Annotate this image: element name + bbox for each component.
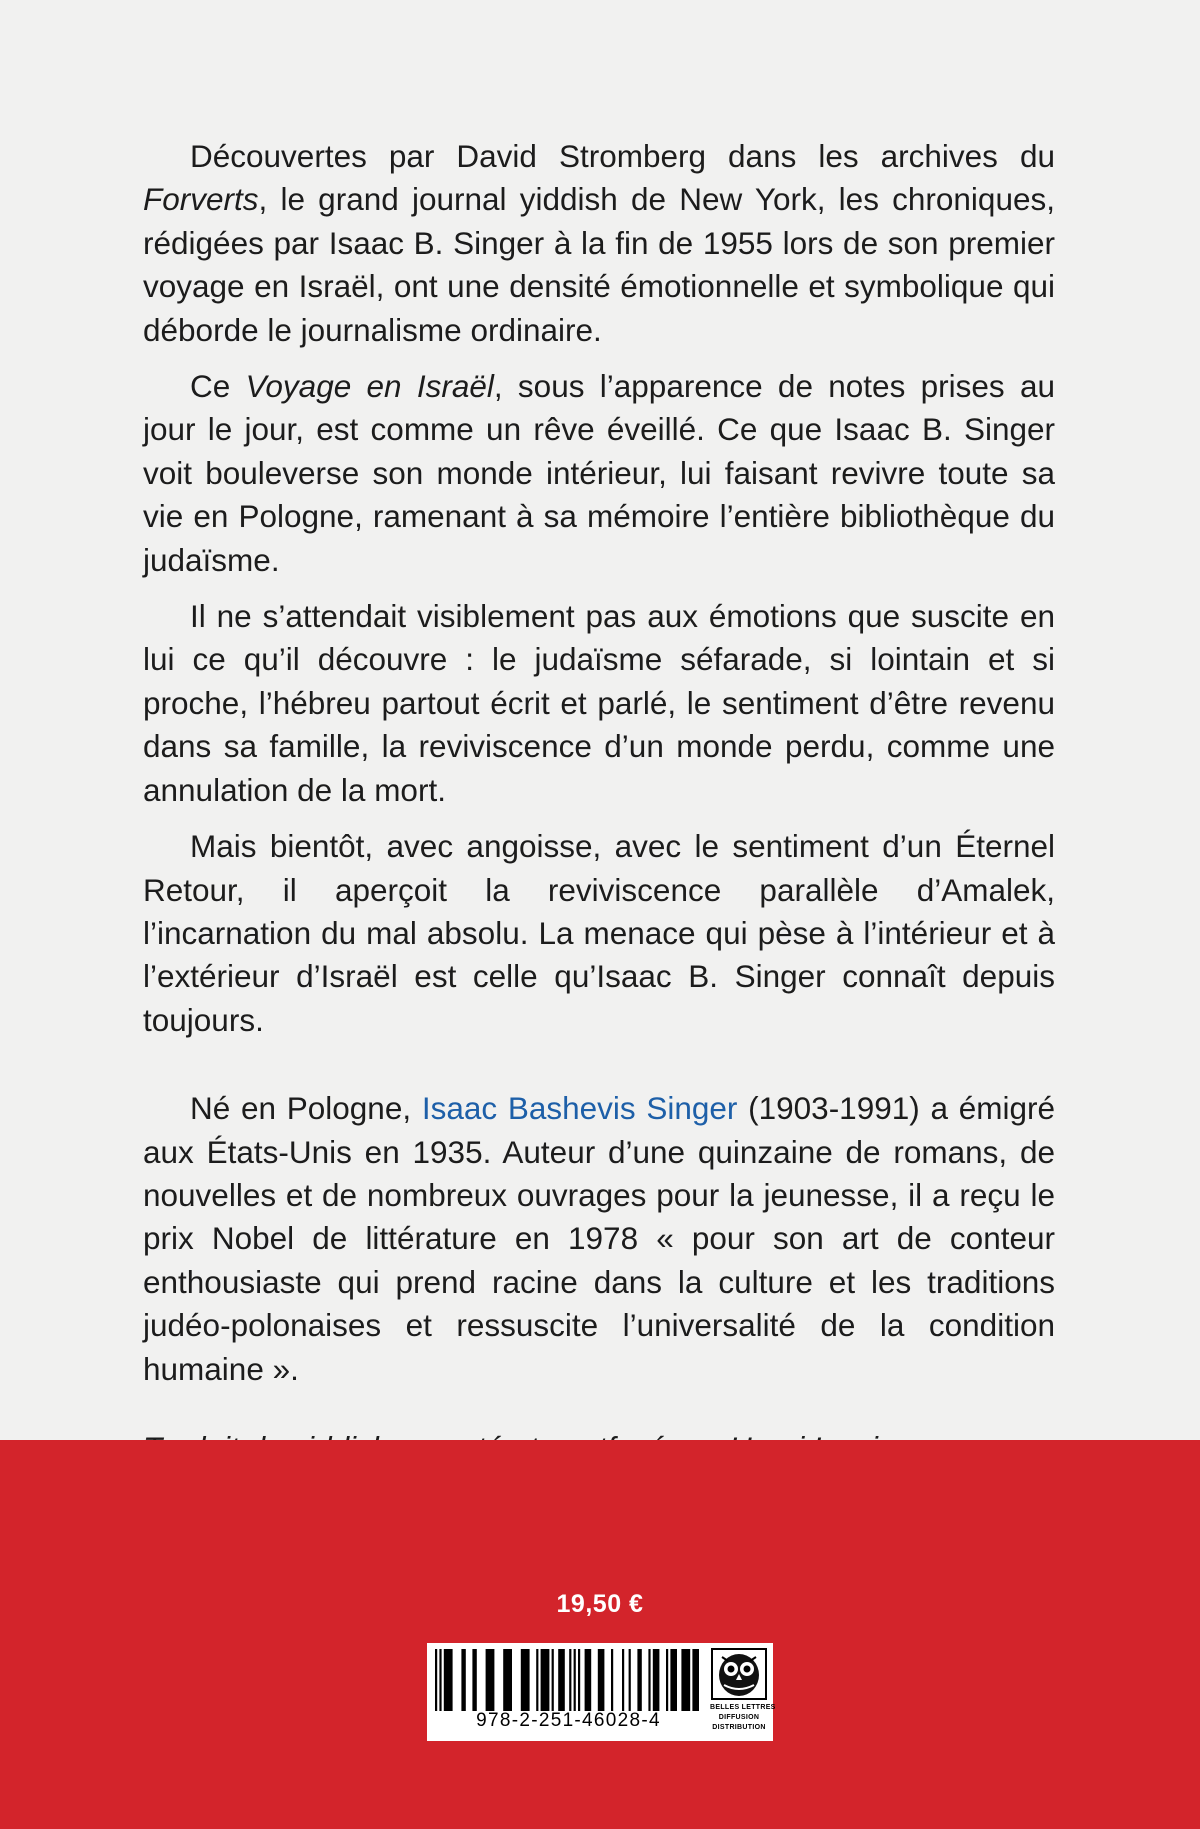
barcode-bar: [552, 1649, 554, 1711]
description-paragraph: [143, 135, 1055, 352]
barcode-bar: [439, 1649, 441, 1711]
back-cover-text: [143, 135, 1055, 1514]
text-run: Il ne s’attendait visiblement pas aux émotions que suscite en lui ce qu’il découvre : le judaïsme séfarade, si lointain et si proche, l’hébreu partout écrit et parlé, le sentiment d’être revenu dans sa famille, la reviviscence d’un monde perdu, comme une annulation de la mort.: [143, 598, 1055, 808]
author-bio: [143, 1087, 1055, 1391]
barcode-bar: [670, 1649, 677, 1711]
price-band: [0, 1440, 1200, 1829]
barcode-bar: [558, 1649, 565, 1711]
italic-title: Voyage en Israël: [245, 368, 494, 405]
logo-line-3: DISTRIBUTION: [712, 1724, 766, 1731]
barcode-bar: [692, 1649, 699, 1711]
barcode-bar: [574, 1649, 576, 1711]
barcode-bar: [681, 1649, 690, 1711]
barcode-bar: [611, 1649, 613, 1711]
logo-line-2: DIFFUSION: [718, 1714, 760, 1721]
text-run: (1903-1991) a émigré aux États-Unis en 1935. Auteur d’une quinzaine de romans, de nouvelles et de nombreux ouvrages pour la jeunesse, il a reçu le prix Nobel de littérature en 1978 « pour son art de conteur enthousiaste qui prend racine dans la culture et les traditions judéo-polonaises et ressuscite l’universalité de la condition humaine ».: [143, 1090, 1055, 1387]
description-paragraph: [143, 595, 1055, 812]
text-run: , le grand journal yiddish de New York, les chroniques, rédigées par Isaac B. Singer à la fin de 1955 lors de son premier voyage en Israël, ont une densité émotionnelle et symbolique qui déborde le journalisme ordinaire.: [143, 181, 1055, 348]
barcode-bar: [666, 1649, 668, 1711]
author-name-link[interactable]: Isaac Bashevis Singer: [421, 1090, 738, 1127]
barcode-bar: [541, 1649, 550, 1711]
barcode-bar: [444, 1649, 453, 1711]
barcode-bar: [486, 1649, 495, 1711]
barcode-bar: [503, 1649, 512, 1711]
barcode-bar: [569, 1649, 571, 1711]
barcode-bar: [653, 1649, 660, 1711]
text-run: Ce: [190, 368, 246, 405]
owl-logo-icon: [710, 1647, 768, 1701]
isbn-number: 978-2-251-46028-4: [476, 1710, 661, 1731]
barcode-bar: [578, 1649, 580, 1711]
barcode-bar: [622, 1649, 624, 1711]
text-run: Découvertes par David Stromberg dans les archives du: [190, 138, 1055, 174]
barcode-bar: [461, 1649, 465, 1711]
logo-line-1: BELLES LETTRES: [710, 1704, 776, 1711]
barcode-label: [427, 1643, 776, 1741]
publisher-logo: [710, 1647, 776, 1737]
barcode-bar: [521, 1649, 530, 1711]
barcode-bar: [598, 1649, 605, 1711]
barcode-bar: [585, 1649, 592, 1711]
description: [143, 135, 1055, 1042]
barcode-bar: [637, 1649, 641, 1711]
text-run: Né en Pologne,: [190, 1090, 422, 1127]
text-run: Mais bientôt, avec angoisse, avec le sentiment d’un Éternel Retour, il aperçoit la reviviscence parallèle d’Amalek, l’incarnation du mal absolu. La menace qui pèse à l’intérieur et à l’extérieur d’Israël est celle qu’Isaac B. Singer connaît depuis toujours.: [143, 828, 1055, 1038]
barcode-icon: [433, 1649, 702, 1711]
barcode-bar: [648, 1649, 650, 1711]
description-paragraph: [143, 365, 1055, 582]
barcode-bar: [629, 1649, 631, 1711]
barcode-bar: [472, 1649, 476, 1711]
barcode-bar: [536, 1649, 538, 1711]
barcode-bar: [435, 1649, 437, 1711]
text-run: , sous l’apparence de notes prises au jour le jour, est comme un rêve éveillé. Ce que Isaac B. Singer voit bouleverse son monde intérieur, lui faisant revivre toute sa vie en Pologne, ramenant à sa mémoire l’entière bibliothèque du judaïsme.: [143, 368, 1055, 578]
description-paragraph: [143, 825, 1055, 1042]
italic-title: Forverts: [143, 181, 259, 218]
price: 19,50 €: [556, 1590, 644, 1618]
